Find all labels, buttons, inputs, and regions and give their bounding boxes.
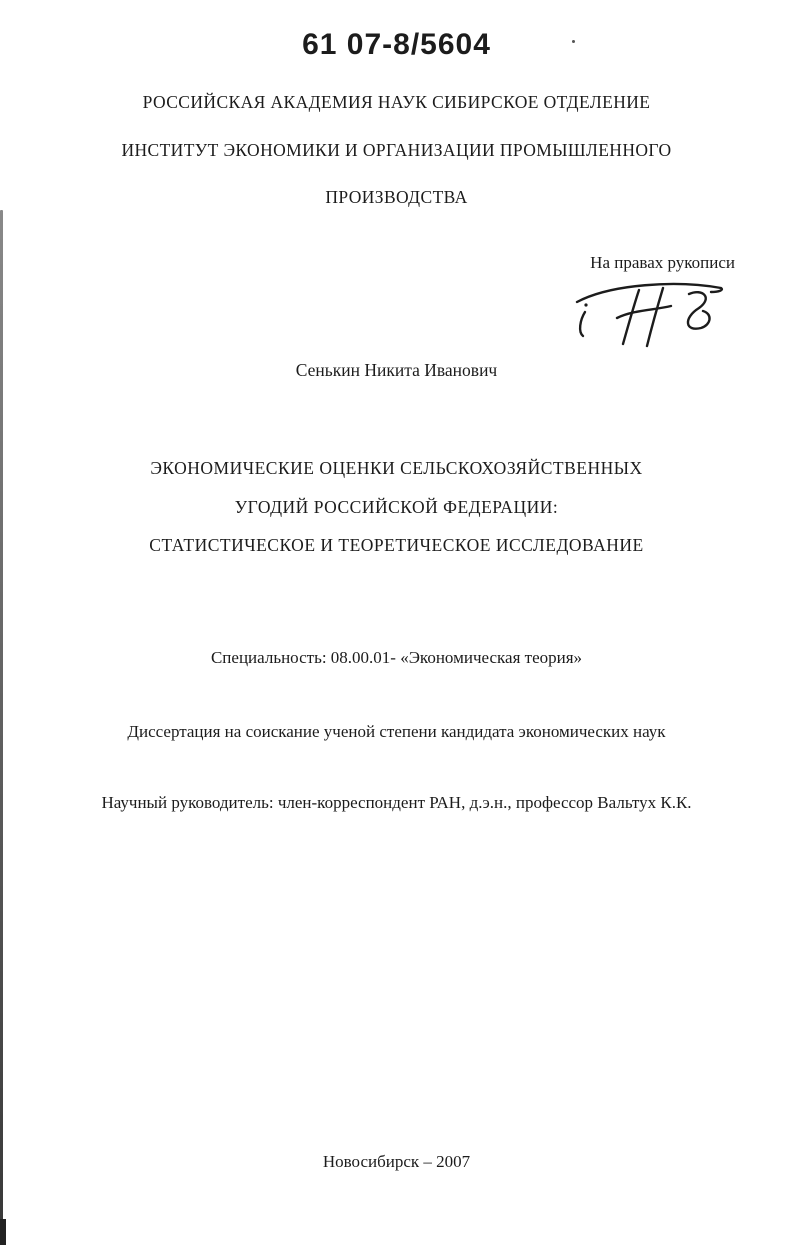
scan-corner-artifact [0, 1219, 6, 1245]
organization-line-3: ПРОИЗВОДСТВА [325, 187, 468, 207]
author-name: Сенькин Никита Иванович [295, 360, 498, 380]
handwritten-signature [571, 278, 731, 350]
dissertation-title-line-1: ЭКОНОМИЧЕСКИЕ ОЦЕНКИ СЕЛЬСКОХОЗЯЙСТВЕННЫХ [150, 458, 643, 478]
dissertation-title-line-2: УГОДИЙ РОССИЙСКОЙ ФЕДЕРАЦИИ: [234, 497, 559, 517]
supervisor-line: Научный руководитель: член-корреспондент РАН, д.э.н., профессор Вальтух К.К. [101, 793, 692, 812]
catalog-number: 61 07-8/5604 [302, 28, 491, 61]
organization-line-1: РОССИЙСКАЯ АКАДЕМИЯ НАУК СИБИРСКОЕ ОТДЕЛЕНИЕ [142, 92, 651, 112]
dissertation-title-line-3: СТАТИСТИЧЕСКОЕ И ТЕОРЕТИЧЕСКОЕ ИССЛЕДОВАНИЕ [149, 535, 644, 555]
speciality-line: Специальность: 08.00.01- «Экономическая теория» [210, 648, 583, 667]
city-year: Новосибирск – 2007 [322, 1152, 471, 1171]
manuscript-rights-note: На правах рукописи [590, 253, 735, 272]
dissertation-degree-note: Диссертация на соискание ученой степени кандидата экономических наук [127, 722, 666, 741]
organization-line-2: ИНСТИТУТ ЭКОНОМИКИ И ОРГАНИЗАЦИИ ПРОМЫШЛЕННОГО [121, 140, 672, 160]
